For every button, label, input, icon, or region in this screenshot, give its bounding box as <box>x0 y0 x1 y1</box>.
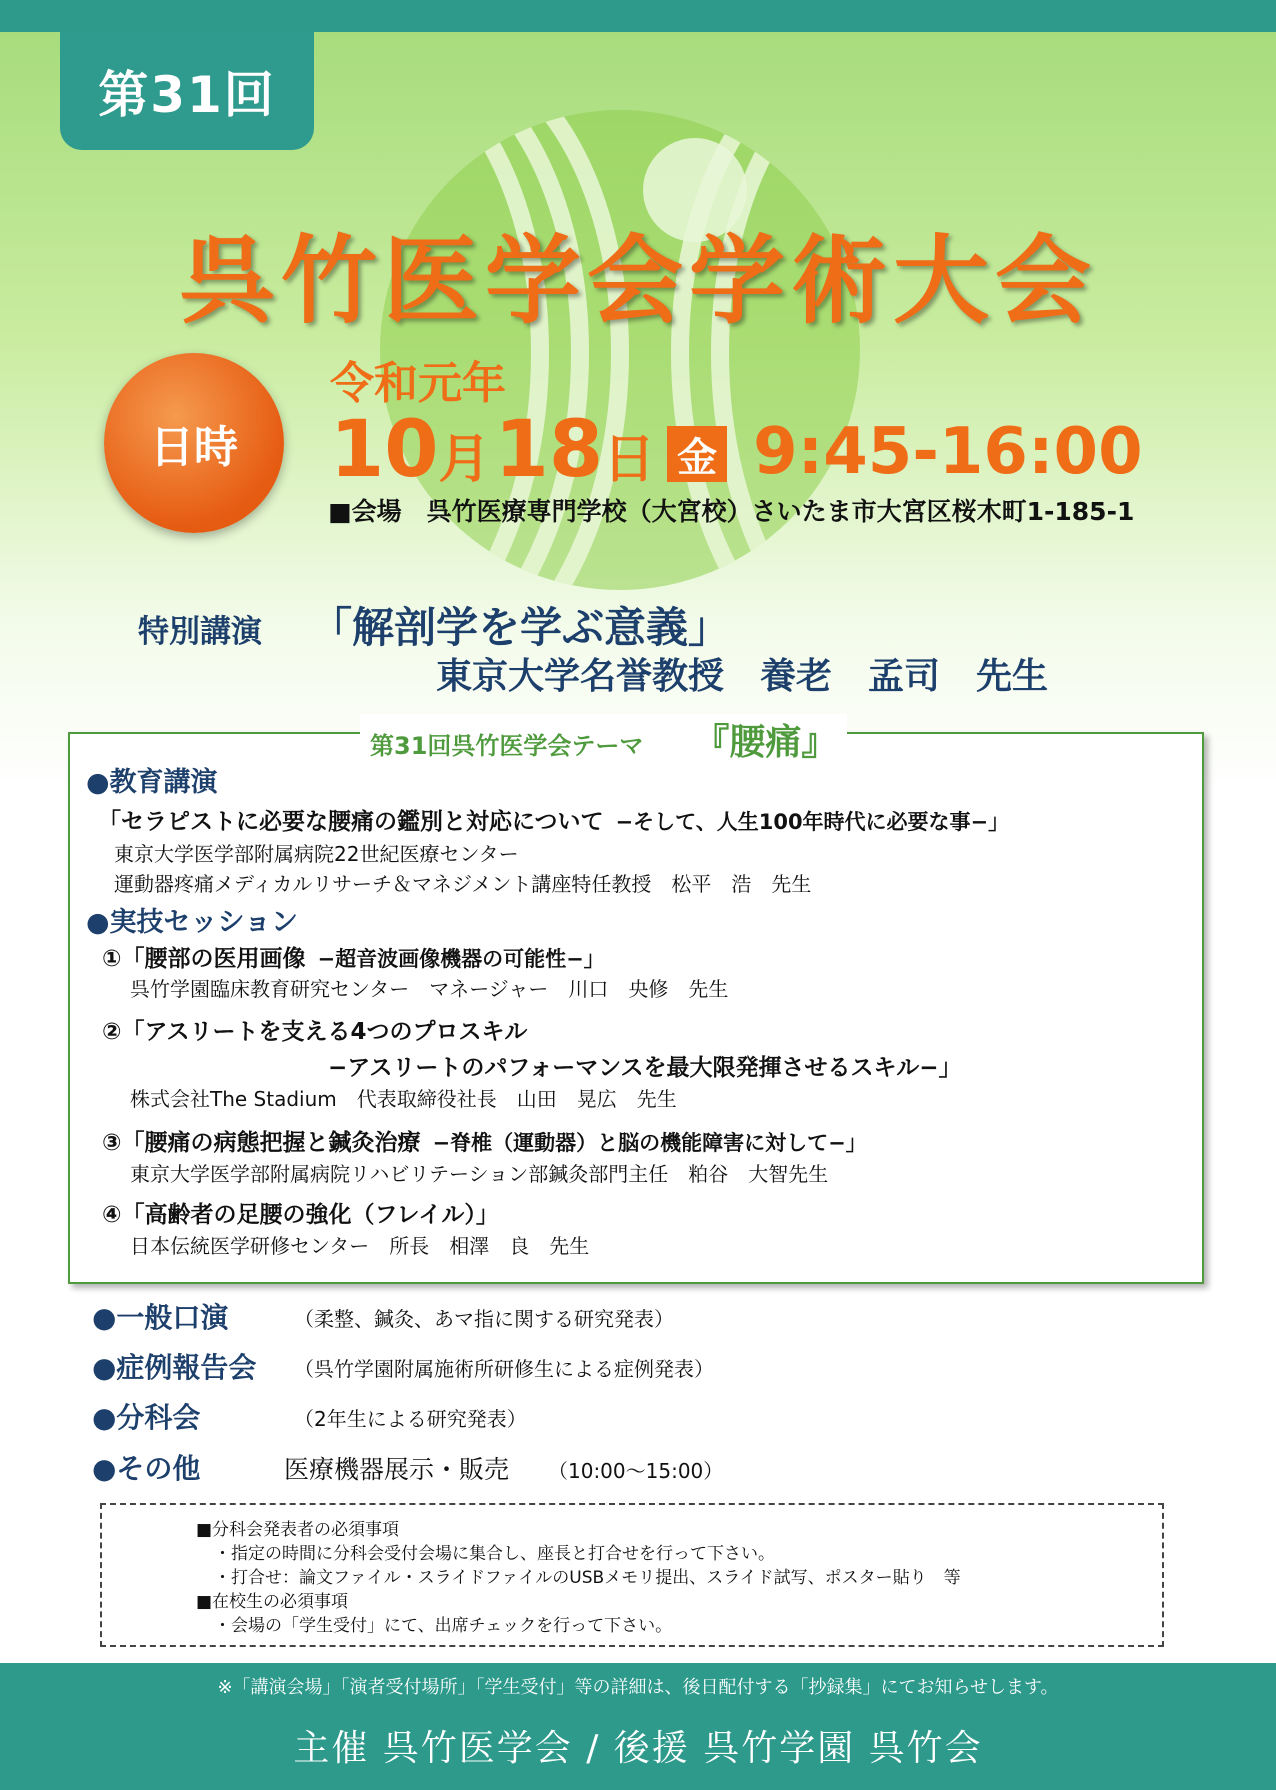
date-month: 10 <box>330 405 439 495</box>
education-heading: ●教育講演 <box>86 767 218 798</box>
note-line: ■分科会発表者の必須事項 <box>196 1520 400 1540</box>
practical-item-speaker: 株式会社The Stadium 代表取締役社長 山田 晃広 先生 <box>130 1087 677 1111</box>
practical-item-title <box>102 1124 867 1157</box>
date-row <box>330 400 1143 495</box>
education-title-main: 「セラピストに必要な腰痛の鑑別と対応について <box>98 809 604 835</box>
theme-label: 第31回呉竹医学会テーマ <box>370 732 644 760</box>
education-subtitle: −そして、人生100年時代に必要な事−」 <box>615 810 1010 834</box>
education-title <box>98 803 1009 836</box>
note-line: ・指定の時間に分科会受付会場に集合し、座長と打合せを行って下さい。 <box>214 1544 775 1564</box>
general-heading: ●一般口演 <box>92 1301 229 1334</box>
special-lecture-speaker: 東京大学名誉教授 養老 孟司 先生 <box>436 656 1049 697</box>
date-day: 18 <box>494 405 604 495</box>
education-speaker: 運動器疼痛メディカルリサーチ＆マネジメント講座特任教授 松平 浩 先生 <box>114 872 812 896</box>
practical-item-title <box>102 940 605 973</box>
footer-host: 主催 呉竹医学会 / 後援 呉竹学園 呉竹会 <box>293 1728 983 1769</box>
practical-item-speaker: 日本伝統医学研修センター 所長 相澤 良 先生 <box>130 1234 590 1258</box>
weekday-badge: 金 <box>667 426 727 482</box>
practical-item-title: ②「アスリートを支える4つのプロスキル <box>102 1019 528 1045</box>
practical-item-subtitle: −アスリートのパフォーマンスを最大限発揮させるスキル−」 <box>328 1055 962 1081</box>
venue-text: ■会場 呉竹医療専門学校（大宮校）さいたま市大宮区桜木町1-185-1 <box>328 497 1135 526</box>
general-heading: ●その他 <box>92 1452 201 1485</box>
theme-heading <box>360 714 847 765</box>
date-month-unit: 月 <box>438 430 491 490</box>
era-label: 令和元年 <box>330 358 506 409</box>
education-affiliation: 東京大学医学部附属病院22世紀医療センター <box>114 842 519 866</box>
datetime-badge <box>104 353 284 533</box>
practical-item-subtitle: −超音波画像機器の可能性−」 <box>317 947 605 971</box>
special-lecture-label: 特別講演 <box>138 614 262 650</box>
practical-item-title-main: ①「腰部の医用画像 <box>102 946 306 972</box>
note-line: ■在校生の必須事項 <box>196 1592 349 1612</box>
practical-item-speaker: 東京大学医学部附属病院リハビリテーション部鍼灸部門主任 粕谷 大智先生 <box>130 1162 829 1186</box>
edition-badge <box>60 32 314 150</box>
event-time: 9:45-16:00 <box>753 415 1143 489</box>
datetime-label: 日時 <box>150 422 238 473</box>
practical-item-title-main: ③「腰痛の病態把握と鍼灸治療 <box>102 1130 421 1156</box>
practical-item-subtitle: −脊椎（運動器）と脳の機能障害に対して−」 <box>432 1131 867 1155</box>
practical-heading: ●実技セッション <box>86 907 299 938</box>
general-time: （10:00～15:00） <box>548 1459 724 1483</box>
general-description: （柔整、鍼灸、あマ指に関する研究発表） <box>294 1307 674 1331</box>
footer-note: ※「講演会場」「演者受付場所」「学生受付」等の詳細は、後日配付する「抄録集」にてお知らせします。 <box>217 1677 1059 1698</box>
special-lecture-title: 「解剖学を学ぶ意義」 <box>310 603 731 652</box>
date-day-unit: 日 <box>603 430 656 490</box>
general-description: 医療機器展示・販売 <box>284 1455 510 1484</box>
practical-item-title: ④「高齢者の足腰の強化（フレイル）」 <box>102 1202 499 1228</box>
note-line: ・会場の「学生受付」にて、出席チェックを行って下さい。 <box>214 1616 673 1636</box>
practical-item-speaker: 呉竹学園臨床教育研究センター マネージャー 川口 央修 先生 <box>130 977 729 1001</box>
general-description: （呉竹学園附属施術所研修生による症例発表） <box>294 1357 714 1381</box>
general-description: （2年生による研究発表） <box>294 1407 527 1431</box>
general-heading: ●分科会 <box>92 1401 201 1434</box>
top-band <box>0 0 1276 32</box>
edition-label: 第31回 <box>98 66 276 124</box>
theme-value: 『腰痛』 <box>693 722 838 763</box>
page-title: 呉竹医学会学術大会 <box>179 225 1097 337</box>
general-heading: ●症例報告会 <box>92 1351 257 1384</box>
note-line: ・打合せ：論文ファイル・スライドファイルのUSBメモリ提出、スライド試写、ポスター貼り 等 <box>214 1568 961 1588</box>
